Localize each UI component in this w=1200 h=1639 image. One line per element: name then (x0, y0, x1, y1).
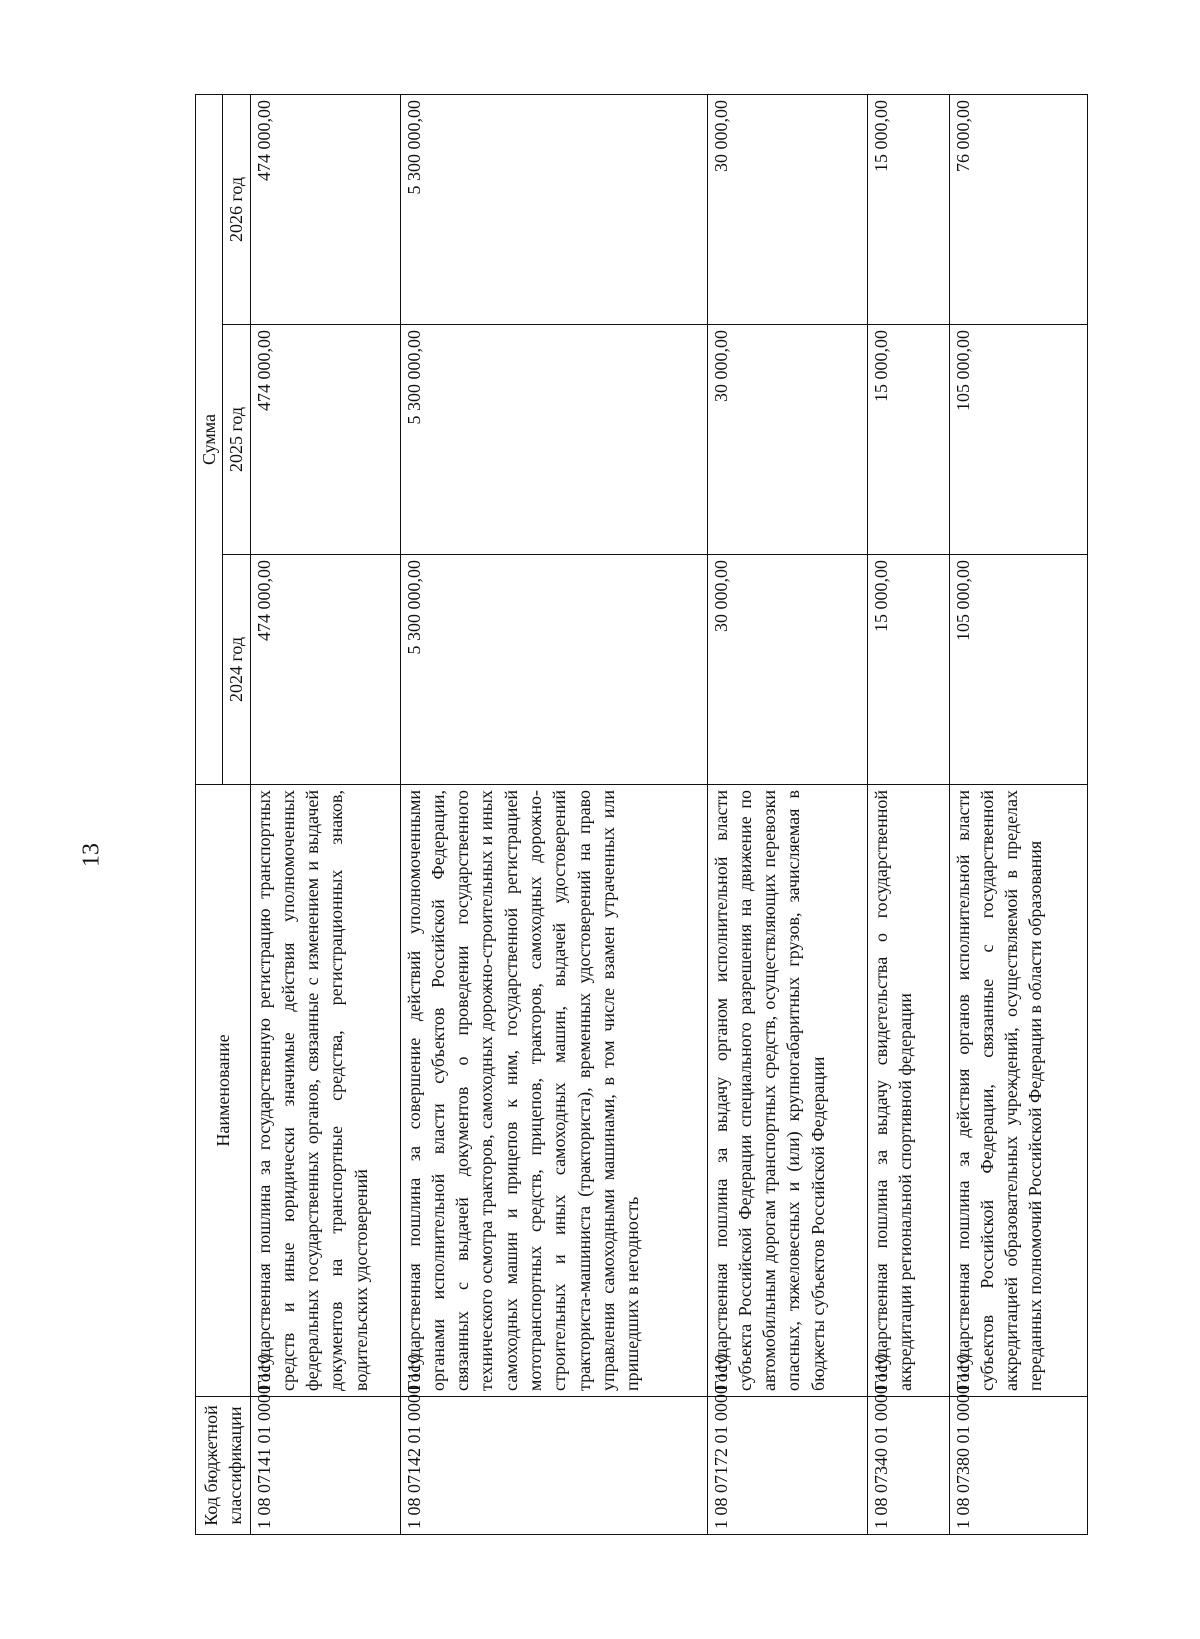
header-year-2025: 2025 год (223, 325, 250, 555)
row-amount-2025: 15 000,00 (867, 325, 949, 555)
row-code: 1 08 07141 01 0000 110 (250, 1397, 400, 1535)
row-amount-2025: 105 000,00 (949, 325, 1087, 555)
budget-table (195, 94, 1088, 1535)
header-name: Наименование (196, 785, 251, 1397)
row-amount-2024: 5 300 000,00 (400, 555, 707, 785)
row-amount-2026: 15 000,00 (867, 95, 949, 325)
table-row (707, 95, 867, 1535)
row-amount-2025: 5 300 000,00 (400, 325, 707, 555)
row-amount-2024: 474 000,00 (250, 555, 400, 785)
header-row-top (196, 95, 223, 1535)
table-row (949, 95, 1087, 1535)
row-name: Государственная пошлина за государственную регистрацию транспортных средств и иные юридически значимые действия уполномоченных федеральных государственных органов, связанные с изменением и выдачей документов на транспортные средства, регистрационных знаков, водительских удостоверений (250, 785, 400, 1397)
row-amount-2024: 105 000,00 (949, 555, 1087, 785)
row-name: Государственная пошлина за совершение действий уполномоченными органами исполнительной власти субъектов Российской Федерации, связанных с выдачей документов о проведении государственного технического осмотра тракторов, самоходных дорожно-строительных и иных самоходных машин и прицепов к ним, государственной регистрацией мототранспортных средств, прицепов, тракторов, самоходных дорожно-строительных и иных самоходных машин, выдачей удостоверений тракториста-машиниста (тракториста), временных удостоверений на право управления самоходными машинами, в том числе взамен утраченных или пришедших в негодность (400, 785, 707, 1397)
row-code: 1 08 07340 01 0000 110 (867, 1397, 949, 1535)
row-code: 1 08 07172 01 0000 110 (707, 1397, 867, 1535)
header-code: Код бюджетной классификации (196, 1397, 251, 1535)
row-amount-2026: 474 000,00 (250, 95, 400, 325)
row-code: 1 08 07380 01 0000 110 (949, 1397, 1087, 1535)
row-amount-2024: 30 000,00 (707, 555, 867, 785)
row-amount-2024: 15 000,00 (867, 555, 949, 785)
row-code: 1 08 07142 01 0000 110 (400, 1397, 707, 1535)
budget-table-container (195, 95, 1095, 1535)
table-row (867, 95, 949, 1535)
row-name: Государственная пошлина за действия органов исполнительной власти субъектов Российской Федерации, связанные с государственной аккредитацией образовательных учреждений, осуществляемой в пределах переданных полномочий Российской Федерации в области образования (949, 785, 1087, 1397)
row-amount-2025: 30 000,00 (707, 325, 867, 555)
page-number: 13 (78, 843, 105, 867)
row-amount-2026: 30 000,00 (707, 95, 867, 325)
row-amount-2026: 5 300 000,00 (400, 95, 707, 325)
row-amount-2025: 474 000,00 (250, 325, 400, 555)
header-year-2026: 2026 год (223, 95, 250, 325)
row-name: Государственная пошлина за выдачу свидетельства о государственной аккредитации региональной спортивной федерации (867, 785, 949, 1397)
row-amount-2026: 76 000,00 (949, 95, 1087, 325)
table-row (250, 95, 400, 1535)
header-year-2024: 2024 год (223, 555, 250, 785)
header-sum: Сумма (196, 95, 223, 785)
row-name: Государственная пошлина за выдачу органом исполнительной власти субъекта Российской Федерации специального разрешения на движение по автомобильным дорогам транспортных средств, осуществляющих перевозки опасных, тяжеловесных и (или) крупногабаритных грузов, зачисляемая в бюджеты субъектов Российской Федерации (707, 785, 867, 1397)
table-row (400, 95, 707, 1535)
